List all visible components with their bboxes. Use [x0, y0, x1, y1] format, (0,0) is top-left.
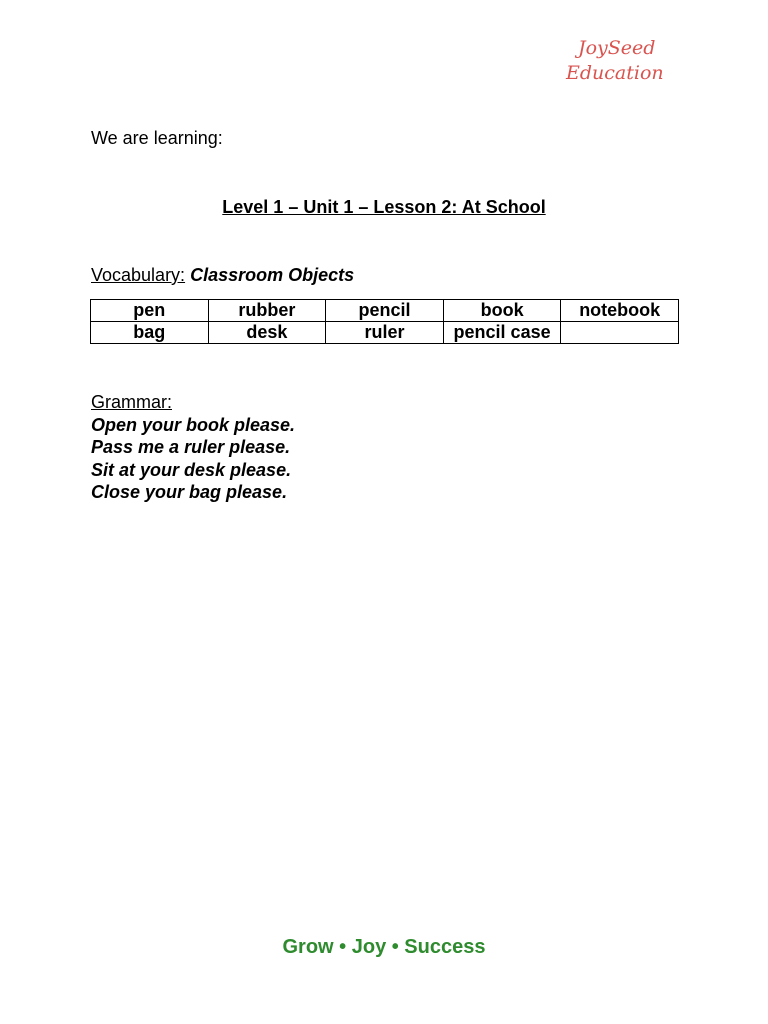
- logo-line-1: JoySeed: [578, 37, 656, 59]
- brand-logo: [566, 36, 664, 86]
- table-cell: bag: [91, 322, 209, 344]
- table-cell: pen: [91, 300, 209, 322]
- vocabulary-heading: [91, 265, 354, 286]
- table-cell: pencil case: [443, 322, 561, 344]
- footer-slogan: Grow • Joy • Success: [282, 936, 486, 958]
- grammar-sentence: Sit at your desk please.: [91, 459, 292, 480]
- table-cell: desk: [208, 322, 326, 344]
- intro-text: We are learning:: [91, 128, 223, 148]
- table-cell: [561, 322, 679, 344]
- grammar-sentence: Open your book please.: [91, 414, 296, 435]
- lesson-title: Level 1 – Unit 1 – Lesson 2: At School: [222, 197, 546, 217]
- vocabulary-label: Vocabulary:: [91, 265, 186, 285]
- table-row: [91, 300, 679, 322]
- vocabulary-topic: Classroom Objects: [190, 265, 355, 285]
- logo-line-2: Education: [566, 62, 664, 84]
- grammar-sentence: Pass me a ruler please.: [91, 437, 291, 457]
- grammar-section: [91, 391, 295, 504]
- table-cell: ruler: [326, 322, 444, 344]
- table-row: [91, 322, 679, 344]
- vocabulary-table: [90, 299, 679, 344]
- table-cell: pencil: [326, 300, 444, 322]
- grammar-label: Grammar:: [91, 392, 172, 412]
- grammar-sentence: Close your bag please.: [91, 482, 288, 502]
- table-cell: book: [443, 300, 561, 322]
- table-cell: rubber: [208, 300, 326, 322]
- table-cell: notebook: [561, 300, 679, 322]
